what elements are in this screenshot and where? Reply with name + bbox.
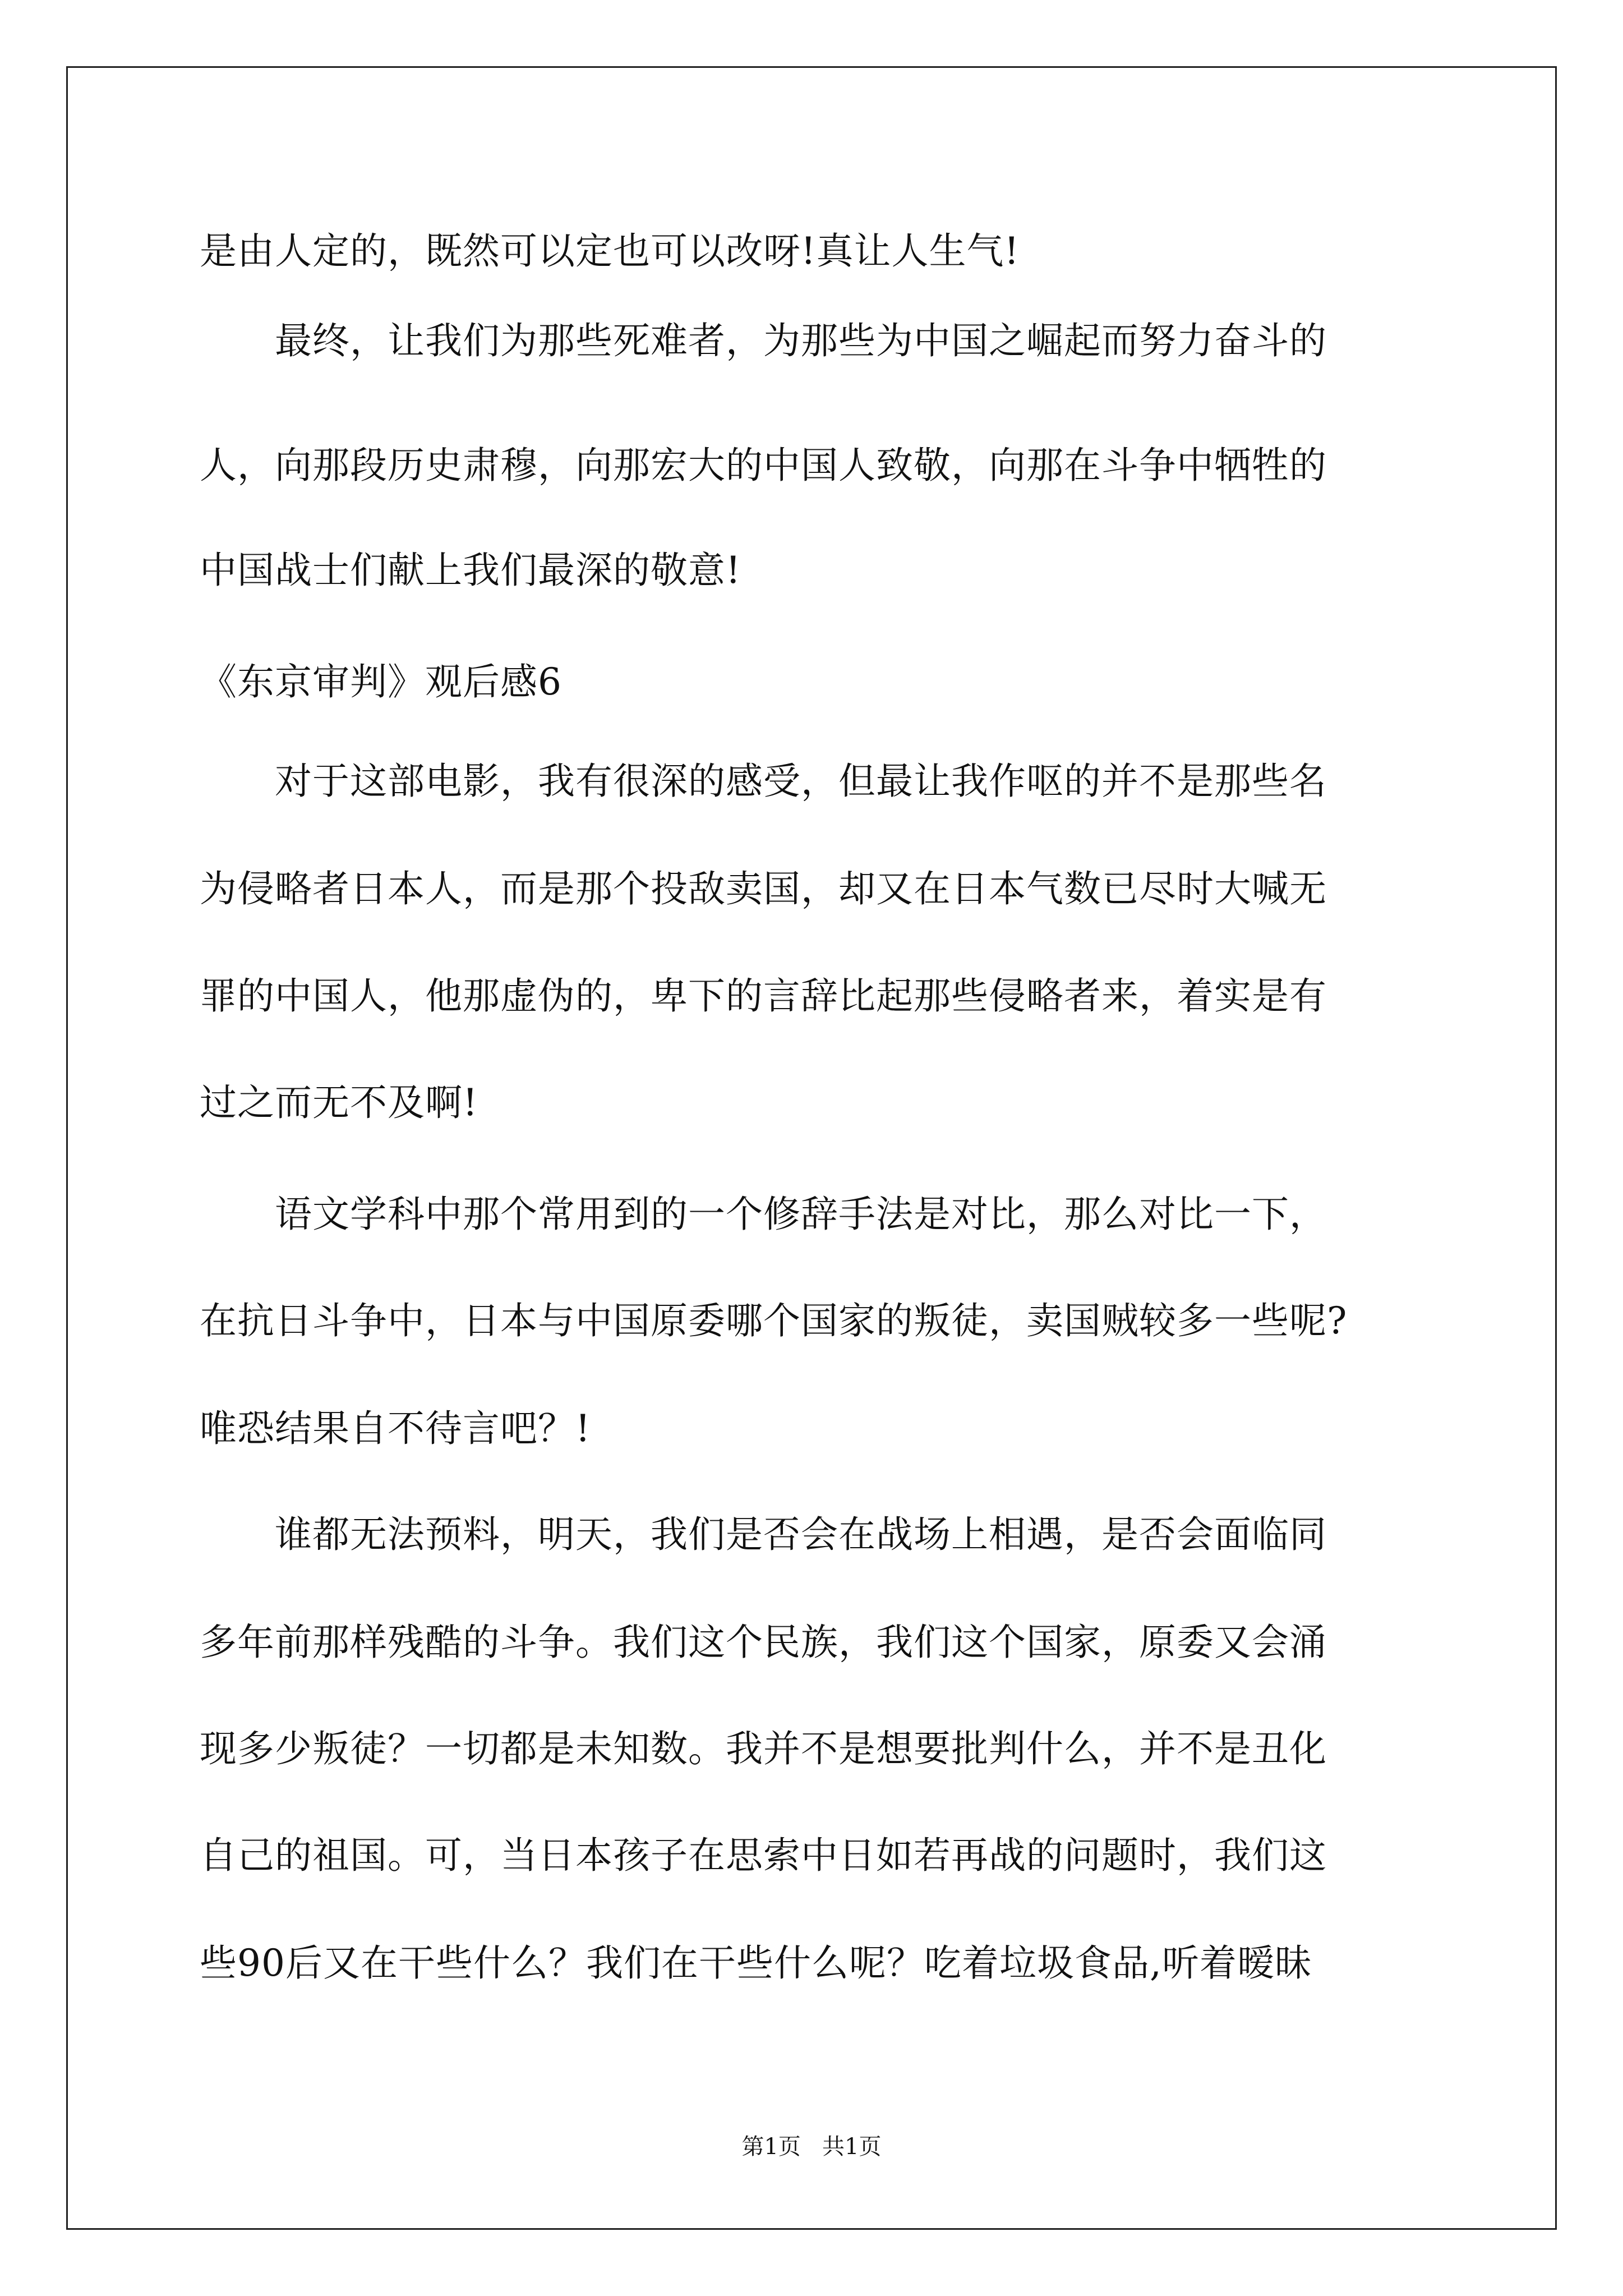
text-line: 多年前那样残酷的斗争。我们这个民族，我们这个国家，原委又会涌: [200, 1621, 1327, 1664]
text-line: 过之而无不及啊!: [200, 1081, 478, 1124]
text-line: 语文学科中那个常用到的一个修辞手法是对比，那么对比一下，: [200, 1193, 1327, 1236]
section-heading: 《东京审判》观后感6: [200, 660, 562, 703]
text-line: 谁都无法预料，明天，我们是否会在战场上相遇，是否会面临同: [200, 1513, 1327, 1556]
text-line: 在抗日斗争中，日本与中国原委哪个国家的叛徒，卖国贼较多一些呢?: [200, 1299, 1348, 1342]
text-line: 罪的中国人，他那虚伪的，卑下的言辞比起那些侵略者来，着实是有: [200, 974, 1327, 1018]
text-line: 些90后又在干些什么？我们在干些什么呢？吃着垃圾食品,听着暧昧: [200, 1941, 1312, 1985]
text-line: 自己的祖国。可，当日本孩子在思索中日如若再战的问题时，我们这: [200, 1834, 1327, 1877]
text-line: 现多少叛徒？一切都是未知数。我并不是想要批判什么，并不是丑化: [200, 1727, 1327, 1770]
page-footer: 第1页 共1页: [741, 2134, 882, 2160]
text-line: 唯恐结果自不待言吧？!: [200, 1407, 591, 1450]
text-line: 为侵略者日本人，而是那个投敌卖国，却又在日本气数已尽时大喊无: [200, 867, 1327, 910]
text-line: 人，向那段历史肃穆，向那宏大的中国人致敬，向那在斗争中牺牲的: [200, 444, 1327, 487]
text-line: 最终，让我们为那些死难者，为那些为中国之崛起而努力奋斗的: [200, 319, 1327, 362]
text-line: 中国战士们献上我们最深的敬意!: [200, 549, 741, 592]
page-border: [66, 66, 1557, 2230]
text-line: 是由人定的，既然可以定也可以改呀!真让人生气!: [200, 229, 1020, 273]
text-line: 对于这部电影，我有很深的感受，但最让我作呕的并不是那些名: [200, 760, 1327, 803]
